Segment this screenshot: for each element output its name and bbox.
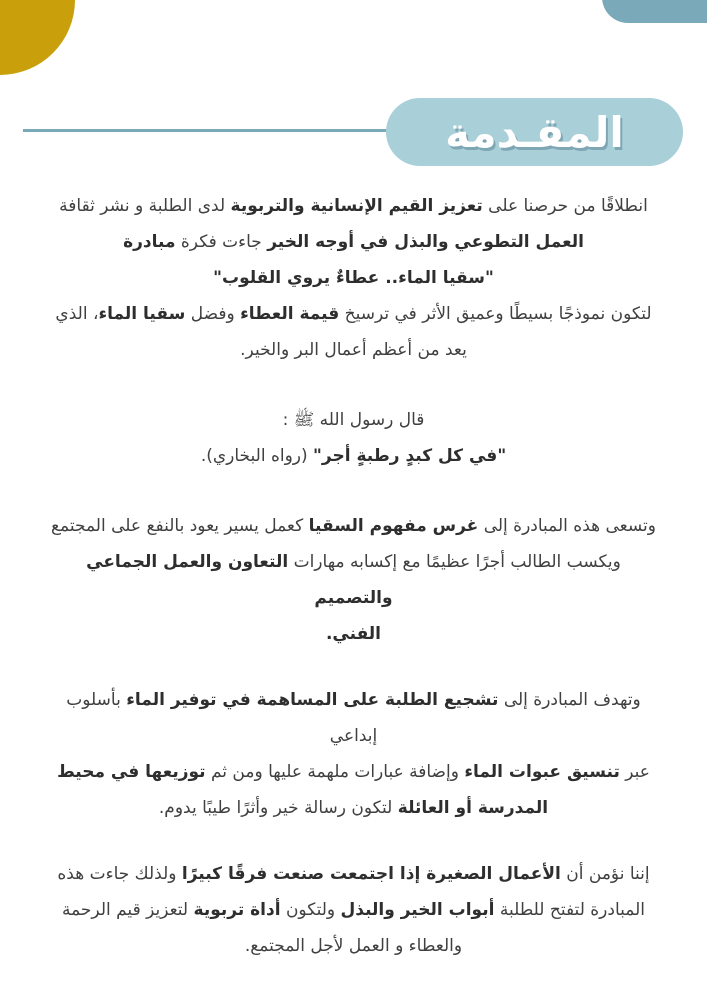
bold-span: العمل التطوعي والبذل في أوجه الخير [267,232,584,252]
bold-span: أبواب الخير والبذل [340,900,495,920]
bold-span: الأعمال الصغيرة إذا اجتمعت صنعت فرقًا كبيرًا [181,864,561,884]
bold-span: قيمة العطاء [240,304,340,324]
bold-span: تعزيز القيم الإنسانية والتربوية [230,196,483,216]
text-span: ولذلك جاءت هذه [57,864,182,884]
text-span: بأسلوب إبداعي [66,690,378,746]
page-title: المقـدمة [445,107,624,157]
bold-span: أداة تربوية [193,900,281,920]
text-span: جاءت فكرة [175,232,268,252]
text-span: لتكون نموذجًا بسيطًا وعميق الأثر في ترسيخ [339,304,652,324]
document-body [48,188,659,964]
text-span: كعمل يسير يعود بالنفع على المجتمع [51,516,309,536]
bold-span: المدرسة أو العائلة [397,798,549,818]
title-divider-line [23,129,403,132]
para2-line-1 [48,508,659,544]
intro-line-1 [48,188,659,224]
hadith-line-2 [48,438,659,474]
intro-line-5 [48,332,659,368]
initiative-name: "سقيا الماء.. عطاءٌ يروي القلوب" [213,268,494,288]
intro-line-3 [48,260,659,296]
text-span: ولتكون [280,900,341,920]
para3-line-2 [48,754,659,790]
intro-line-4 [48,296,659,332]
text-span: وفضل [185,304,241,324]
decorative-teal-tab [602,0,707,23]
para4-line-1 [48,856,659,892]
hadith-quote: "في كل كبدٍ رطبةٍ أجر" [313,446,507,466]
para2-line-2 [48,544,659,616]
text-span: وتهدف المبادرة إلى [498,690,641,710]
bold-span: غرس مفهوم السقيا [308,516,479,536]
text-span: إننا نؤمن أن [560,864,650,884]
text-span: وتسعى هذه المبادرة إلى [478,516,656,536]
text-span: انطلاقًا من حرصنا على [482,196,648,216]
para4-line-2 [48,892,659,928]
hadith-line-1 [48,402,659,438]
text-span: وإضافة عبارات ملهمة عليها ومن ثم [205,762,465,782]
bold-span: مبادرة [123,232,176,252]
text-span: المبادرة لتفتح للطلبة [494,900,645,920]
text-span: عبر [619,762,650,782]
text-span: قال رسول الله ﷺ : [282,410,425,430]
para3-line-3 [48,790,659,826]
title-banner [386,98,683,166]
text-span: (رواه البخاري). [200,446,314,466]
text-span: لدى الطلبة و نشر ثقافة [59,196,231,216]
bold-span: الفني. [325,624,382,644]
text-span: ، الذي [55,304,99,324]
text-span: يعد من أعظم أعمال البر والخير. [240,340,467,360]
para3-line-1 [48,682,659,754]
decorative-gold-circle [0,0,75,75]
bold-span: تشجيع الطلبة على المساهمة في توفير الماء [126,690,499,710]
text-span: ويكسب الطالب أجرًا عظيمًا مع إكسابه مهارات [288,552,621,572]
bold-span: التعاون والعمل الجماعي والتصميم [86,552,393,608]
bold-span: تنسيق عبوات الماء [464,762,620,782]
intro-line-2 [48,224,659,260]
bold-span: سقيا الماء [98,304,186,324]
bold-span: توزيعها في محيط [57,762,206,782]
para4-line-3 [48,928,659,964]
para2-line-3 [48,616,659,652]
text-span: لتعزيز قيم الرحمة [61,900,194,920]
text-span: والعطاء و العمل لأجل المجتمع. [244,936,463,956]
text-span: لتكون رسالة خير وأثرًا طيبًا يدوم. [158,798,398,818]
